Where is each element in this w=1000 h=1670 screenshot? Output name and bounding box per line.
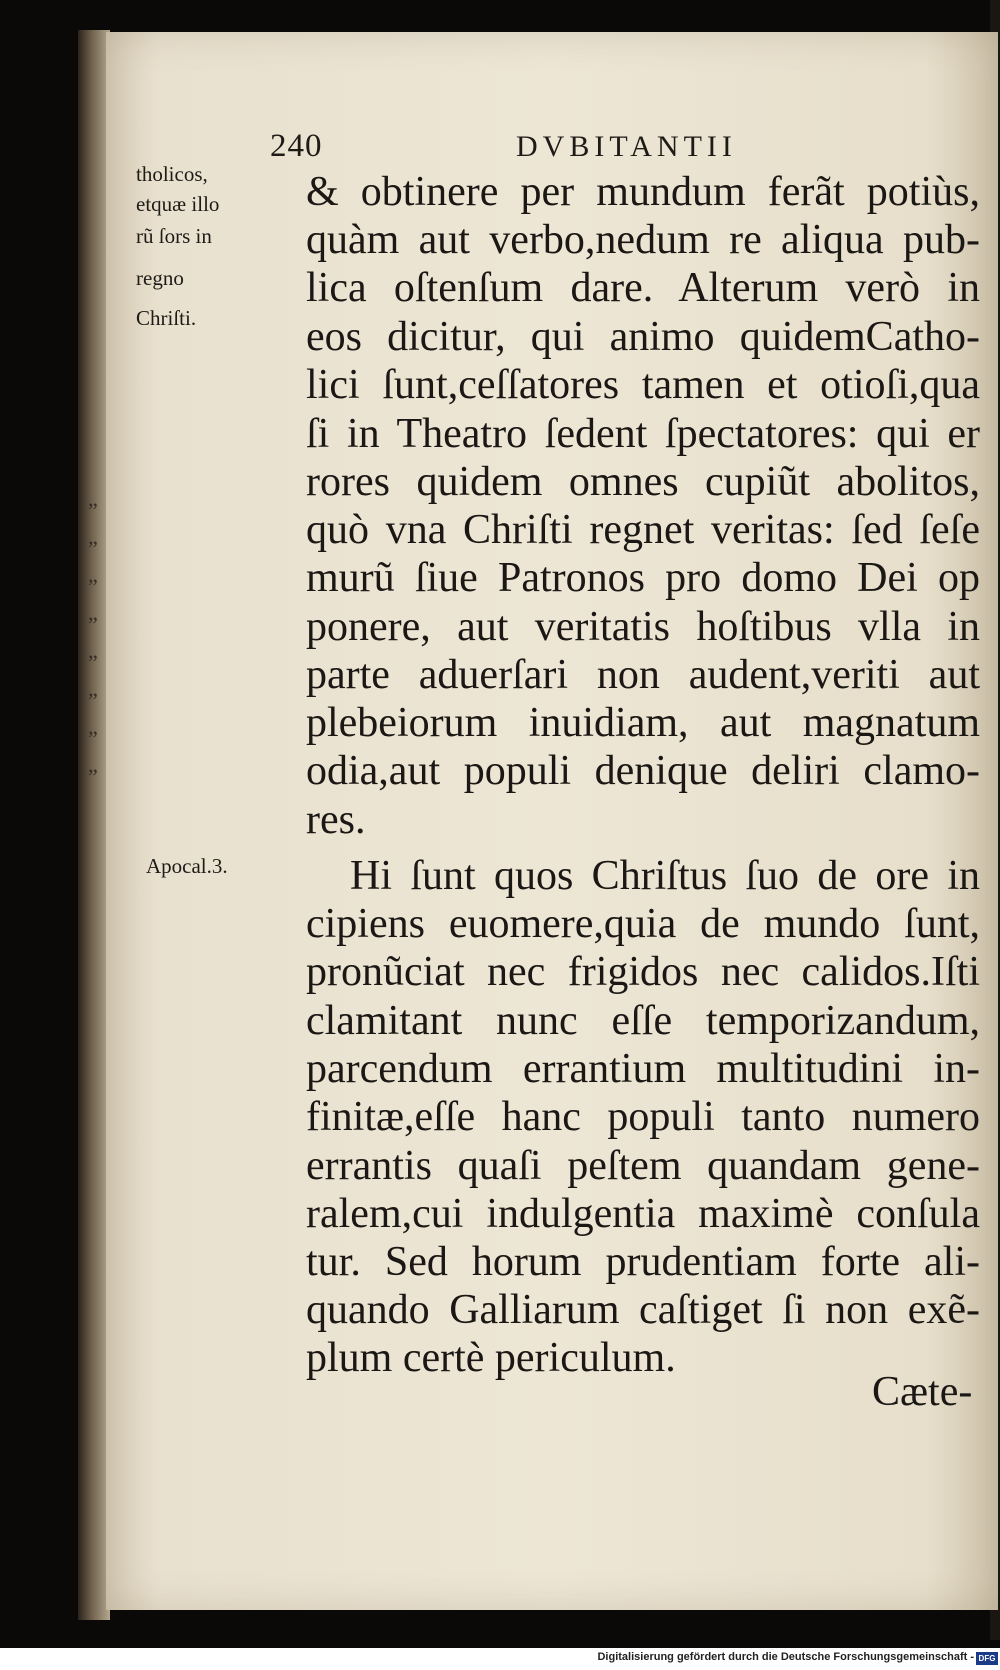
text-line: rores quidem omnes cupiũt abolitos, [306,459,980,505]
page-number: 240 [270,128,323,164]
margin-note-apocal: Apocal.3. [146,854,228,878]
text-line: lica oſtenſum dare. Alterum verò in [306,265,980,311]
margin-note-line: tholicos, [136,162,208,186]
digitization-footer [0,1648,1000,1670]
margin-note-line: Chriſti. [136,306,197,330]
text-line: quò vna Chriſti regnet veritas: ſed ſeſe [306,507,980,553]
funding-credit: Digitalisierung gefördert durch die Deutsche Forschungsgemeinschaft - [597,1651,974,1663]
text-line: plum certè periculum. [306,1335,676,1381]
text-line: plebeiorum inuidiam, aut magnatum [306,700,980,746]
text-line: lici ſunt,ceſſatores tamen et otioſi,qua [306,362,980,408]
text-line: parcendum errantium multitudini in- [306,1046,980,1092]
margin-note-line: etquæ illo [136,192,220,216]
text-line: res. [306,797,366,843]
running-title: DVBITANTII [516,130,737,163]
text-line: odia,aut populi denique deliri clamo- [306,748,980,794]
text-line: clamitant nunc eſſe temporizandum, [306,998,980,1044]
text-line: quando Galliarum caſtiget ſi non exẽ- [306,1287,980,1333]
text-line: ponere, aut veritatis hoſtibus vlla in [306,604,980,650]
text-line: Hi ſunt quos Chriſtus ſuo de ore in [350,853,980,899]
text-line: parte aduerſari non audent,veriti aut [306,652,980,698]
margin-note-line: regno [136,266,184,290]
dfg-logo: DFG [976,1652,998,1665]
text-line: & obtinere per mundum ferãt potiùs, [306,169,980,215]
text-line: murũ ſiue Patronos pro domo Dei op [306,555,980,601]
text-line: eos dicitur, qui animo quidemCatho- [306,314,980,360]
text-line: ſi in Theatro ſedent ſpectatores: qui er [306,411,980,457]
text-line: finitæ,eſſe hanc populi tanto numero [306,1094,980,1140]
catchword: Cæte- [872,1369,973,1415]
text-line: ralem,cui indulgentia maximè conſula [306,1191,980,1237]
text-line: tur. Sed horum prudentiam forte ali- [306,1239,980,1285]
bleed-through-marks: „ „ „ „ „ „ „ „ [88,486,98,777]
margin-note-line: rũ ſors in [136,224,212,248]
text-line: errantis quaſi peſtem quandam gene- [306,1143,980,1189]
text-line: quàm aut verbo,nedum re aliqua pub- [306,217,980,263]
text-line: cipiens euomere,quia de mundo ſunt, [306,901,980,947]
text-line: pronũciat nec frigidos nec calidos.Iſti [306,949,980,995]
running-head [270,128,830,168]
